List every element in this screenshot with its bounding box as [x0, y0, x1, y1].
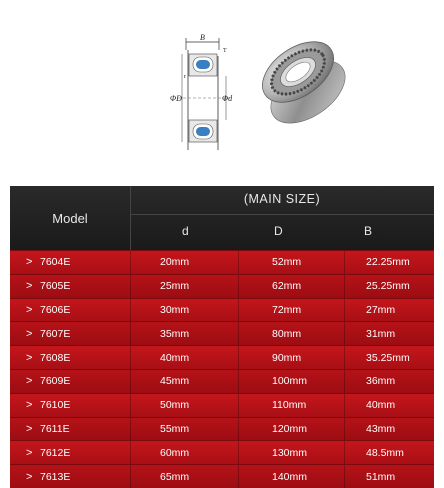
cell-D: 100mm — [272, 375, 308, 388]
column-divider — [344, 418, 345, 441]
column-divider — [238, 275, 239, 298]
dimension-d-label: Φd — [222, 94, 233, 103]
column-divider — [130, 251, 131, 274]
cell-D: 130mm — [272, 446, 308, 459]
column-divider — [344, 394, 345, 417]
chevron-right-icon: > — [26, 327, 33, 340]
cell-d: 60mm — [160, 446, 190, 459]
bearing-figure-area — [0, 0, 444, 186]
header-B: B — [364, 224, 373, 238]
column-divider — [130, 394, 131, 417]
column-divider — [238, 370, 239, 393]
column-divider — [344, 251, 345, 274]
chevron-right-icon: > — [26, 351, 33, 364]
cell-d: 25mm — [160, 280, 190, 293]
table-row — [10, 417, 434, 441]
header-D: D — [274, 224, 283, 238]
chevron-right-icon: > — [26, 375, 33, 388]
cell-B: 36mm — [366, 375, 396, 388]
bearing-cross-section-diagram — [0, 0, 444, 186]
table-row — [10, 369, 434, 393]
column-divider — [238, 346, 239, 369]
cell-d: 35mm — [160, 327, 190, 340]
column-divider — [130, 370, 131, 393]
cell-model: 7612E — [40, 446, 71, 459]
column-divider — [238, 465, 239, 488]
table-body — [10, 250, 434, 488]
cell-B: 43mm — [366, 422, 396, 435]
cell-model: 7607E — [40, 327, 71, 340]
cell-d: 50mm — [160, 399, 190, 412]
cell-D: 72mm — [272, 303, 302, 316]
chevron-right-icon: > — [26, 422, 33, 435]
cell-D: 90mm — [272, 351, 302, 364]
cell-model: 7610E — [40, 399, 71, 412]
cell-D: 52mm — [272, 256, 302, 269]
column-divider — [238, 299, 239, 322]
dimension-r-label: r — [184, 74, 186, 80]
cell-B: 51mm — [366, 470, 396, 483]
column-divider — [344, 322, 345, 345]
column-divider — [130, 299, 131, 322]
cell-d: 30mm — [160, 303, 190, 316]
cell-D: 120mm — [272, 422, 308, 435]
cell-D: 62mm — [272, 280, 302, 293]
cell-model: 7606E — [40, 303, 71, 316]
column-divider — [238, 418, 239, 441]
cell-D: 80mm — [272, 327, 302, 340]
chevron-right-icon: > — [26, 399, 33, 412]
column-divider — [130, 418, 131, 441]
column-divider — [238, 394, 239, 417]
cell-d: 20mm — [160, 256, 190, 269]
table-row — [10, 440, 434, 464]
column-divider — [238, 322, 239, 345]
header-d: d — [182, 224, 189, 238]
column-divider — [130, 441, 131, 464]
column-divider — [344, 441, 345, 464]
cell-model: 7609E — [40, 375, 71, 388]
header-main-size: (MAIN SIZE) — [243, 192, 321, 206]
cell-B: 40mm — [366, 399, 396, 412]
chevron-right-icon: > — [26, 303, 33, 316]
table-row — [10, 298, 434, 322]
cell-model: 7605E — [40, 280, 71, 293]
bearing-size-table — [10, 186, 434, 488]
column-divider — [238, 441, 239, 464]
cell-B: 48.5mm — [366, 446, 404, 459]
cell-D: 110mm — [272, 399, 307, 412]
chevron-right-icon: > — [26, 280, 33, 293]
cell-B: 25.25mm — [366, 280, 410, 293]
table-row — [10, 345, 434, 369]
cell-B: 22.25mm — [366, 256, 410, 269]
column-divider — [130, 275, 131, 298]
chevron-right-icon: > — [26, 256, 33, 269]
cell-model: 7608E — [40, 351, 71, 364]
cell-d: 65mm — [160, 470, 190, 483]
cell-d: 40mm — [160, 351, 190, 364]
header-model: Model — [52, 210, 88, 226]
table-row — [10, 250, 434, 274]
cell-B: 35.25mm — [366, 351, 410, 364]
column-divider — [130, 322, 131, 345]
table-row — [10, 464, 434, 488]
cell-model: 7613E — [40, 470, 71, 483]
cell-model: 7611E — [40, 422, 70, 435]
cell-d: 55mm — [160, 422, 190, 435]
column-divider — [344, 299, 345, 322]
column-divider — [130, 346, 131, 369]
column-divider — [344, 370, 345, 393]
column-divider — [344, 346, 345, 369]
table-header — [10, 186, 434, 250]
cell-d: 45mm — [160, 375, 190, 388]
chevron-right-icon: > — [26, 470, 33, 483]
cell-B: 31mm — [366, 327, 396, 340]
tapered-roller-bearing-image — [251, 29, 356, 135]
column-divider — [344, 275, 345, 298]
dimension-B-label: B — [200, 33, 205, 42]
cell-B: 27mm — [366, 303, 396, 316]
column-divider — [130, 465, 131, 488]
table-row — [10, 274, 434, 298]
column-divider — [344, 465, 345, 488]
header-hline — [130, 214, 434, 215]
table-row — [10, 321, 434, 345]
column-divider — [238, 251, 239, 274]
cell-D: 140mm — [272, 470, 308, 483]
dimension-D-label: ΦD — [170, 94, 182, 103]
chevron-right-icon: > — [26, 446, 33, 459]
table-row — [10, 393, 434, 417]
dimension-T-label: T — [223, 48, 227, 54]
cell-model: 7604E — [40, 256, 71, 269]
